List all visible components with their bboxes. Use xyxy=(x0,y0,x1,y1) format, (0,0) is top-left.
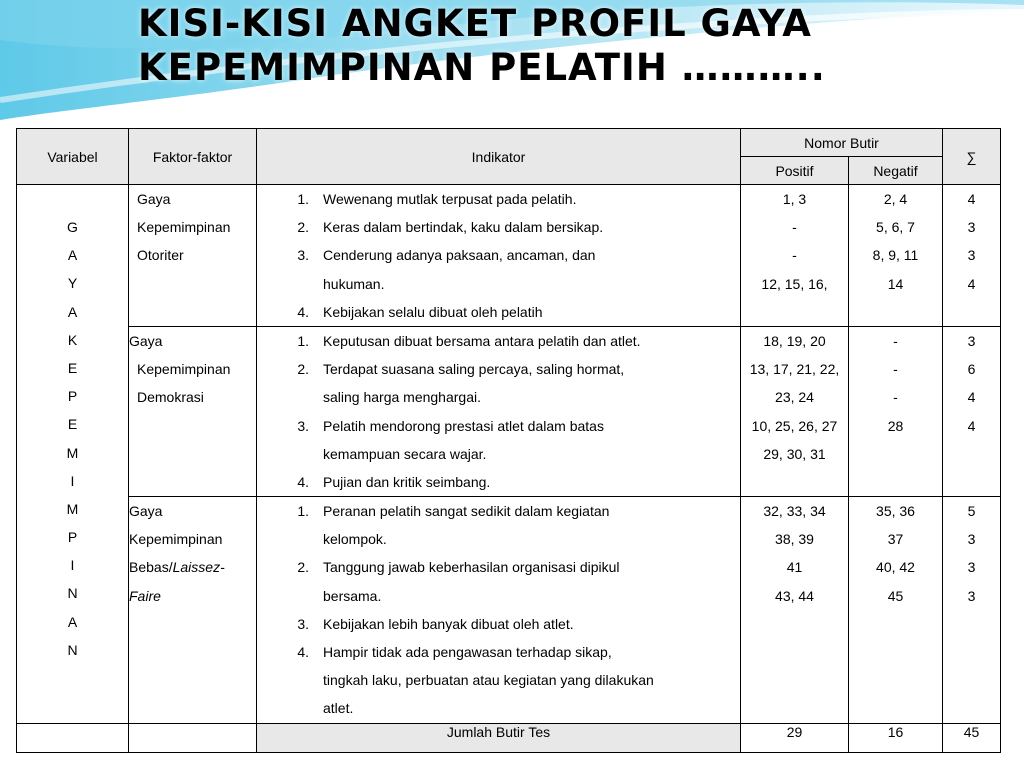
table-row xyxy=(17,326,1001,496)
indicator-line: Pujian dan kritik seimbang. xyxy=(323,473,491,490)
total-row xyxy=(17,723,1001,752)
indicator-number: 3. xyxy=(297,417,309,434)
indicator-text xyxy=(323,468,740,496)
indicator-item xyxy=(257,553,740,609)
total-label: Jumlah Butir Tes xyxy=(257,723,741,752)
sum-cell xyxy=(943,497,1001,724)
sum-value: 4 xyxy=(967,417,976,434)
positif-cell xyxy=(741,326,849,496)
header-positif: Positif xyxy=(741,157,849,185)
indicator-line: atlet. xyxy=(323,700,354,717)
indicator-cell xyxy=(257,326,741,496)
indicator-line: kemampuan secara wajar. xyxy=(323,445,487,462)
indicator-item xyxy=(257,468,740,496)
indicator-number: 4. xyxy=(297,644,309,660)
indicator-item xyxy=(257,241,740,297)
header-faktor: Faktor-faktor xyxy=(129,129,257,185)
indicator-item xyxy=(257,327,740,355)
indicator-number: 2. xyxy=(297,219,309,236)
indicator-text xyxy=(323,241,740,297)
indicator-number: 3. xyxy=(297,615,309,632)
indicator-line: Terdapat suasana saling percaya, saling hormat, xyxy=(323,361,625,378)
variable-letter: N xyxy=(67,585,78,602)
total-sum: 45 xyxy=(943,723,1001,752)
positif-value: - xyxy=(792,219,797,236)
indicator-line: hukuman. xyxy=(323,275,385,292)
indicator-line: bersama. xyxy=(323,587,382,604)
variable-letter: M xyxy=(66,500,79,517)
title-line-1: KISI-KISI ANGKET PROFIL GAYA xyxy=(138,2,812,45)
positif-cell xyxy=(741,185,849,327)
sum-value: 6 xyxy=(967,361,976,378)
factor-line: Kepemimpinan xyxy=(137,361,231,378)
indicator-item xyxy=(257,213,740,241)
negatif-cell xyxy=(849,185,943,327)
indicator-item xyxy=(257,638,740,723)
indicator-line: Peranan pelatih sangat sedikit dalam kegiatan xyxy=(323,503,610,520)
variable-letter: M xyxy=(66,444,79,461)
positif-value: 13, 17, 21, 22, xyxy=(749,361,840,378)
indicator-line: Keras dalam bertindak, kaku dalam bersikap. xyxy=(323,219,604,236)
header-negatif: Negatif xyxy=(849,157,943,185)
indicator-number: 1. xyxy=(297,503,309,520)
negatif-value: - xyxy=(893,332,898,349)
positif-value: 1, 3 xyxy=(782,191,807,207)
negatif-value: 40, 42 xyxy=(876,559,915,576)
slide-title xyxy=(138,2,998,90)
negatif-value: 14 xyxy=(887,275,904,292)
indicator-line: tingkah laku, perbuatan atau kegiatan yang dilakukan xyxy=(323,672,654,689)
variable-letter: A xyxy=(67,303,78,320)
sum-cell xyxy=(943,326,1001,496)
factor-cell xyxy=(129,326,257,496)
variable-letter: N xyxy=(67,641,78,658)
negatif-value: 35, 36 xyxy=(876,503,915,520)
indicator-number: 2. xyxy=(297,559,309,576)
positif-value: 10, 25, 26, 27 xyxy=(751,417,838,434)
negatif-value: 8, 9, 11 xyxy=(872,247,919,264)
factor-line: Otoriter xyxy=(137,247,184,264)
positif-value: 32, 33, 34 xyxy=(763,503,826,520)
positif-value: 41 xyxy=(786,559,803,576)
sum-value: 4 xyxy=(967,389,976,406)
indicator-line: Hampir tidak ada pengawasan terhadap sikap, xyxy=(323,644,612,660)
positif-value: 43, 44 xyxy=(775,587,814,604)
indicator-number: 1. xyxy=(297,191,309,207)
indicator-text xyxy=(323,553,740,609)
sum-value: 4 xyxy=(967,275,976,292)
negatif-value: 37 xyxy=(887,531,904,548)
variable-letter: Y xyxy=(67,275,78,292)
positif-value: 12, 15, 16, xyxy=(761,275,828,292)
indicator-number: 4. xyxy=(297,473,309,490)
sum-value: 3 xyxy=(967,559,976,576)
variable-letter: P xyxy=(67,388,78,405)
variable-letter: A xyxy=(67,247,78,264)
indicator-text xyxy=(323,213,740,241)
sum-value: 3 xyxy=(967,531,976,548)
factor-line: Faire xyxy=(129,587,161,604)
factor-line: Kepemimpinan xyxy=(137,219,231,236)
indicator-item xyxy=(257,610,740,638)
header-variabel: Variabel xyxy=(17,129,129,185)
negatif-value: - xyxy=(893,389,898,406)
indicator-item xyxy=(257,185,740,213)
indicator-cell xyxy=(257,185,741,327)
indicator-line: Kebijakan selalu dibuat oleh pelatih xyxy=(323,303,543,320)
sum-value: 3 xyxy=(967,247,976,264)
factor-line: Kepemimpinan xyxy=(129,531,223,548)
factor-line: Gaya xyxy=(129,332,163,349)
sum-cell xyxy=(943,185,1001,327)
sum-value: 5 xyxy=(967,503,976,520)
indicator-text xyxy=(323,185,740,213)
indicator-line: Tanggung jawab keberhasilan organisasi dipikul xyxy=(323,559,620,576)
total-empty-cell xyxy=(17,723,129,752)
indicator-number: 1. xyxy=(297,332,309,349)
factor-line: Gaya xyxy=(137,191,171,207)
sum-value: 3 xyxy=(967,332,976,349)
negatif-value: 5, 6, 7 xyxy=(876,219,915,236)
header-sum: ∑ xyxy=(943,129,1001,185)
indicator-number: 4. xyxy=(297,303,309,320)
indicator-number: 2. xyxy=(297,361,309,378)
indicator-text xyxy=(323,298,740,326)
table-row xyxy=(17,497,1001,724)
negatif-cell xyxy=(849,497,943,724)
positif-value: 18, 19, 20 xyxy=(763,332,826,349)
factor-line: Bebas/ xyxy=(129,559,173,576)
negatif-value: 45 xyxy=(887,587,904,604)
variable-letter: A xyxy=(67,613,78,630)
indicator-line: Keputusan dibuat bersama antara pelatih dan atlet. xyxy=(323,332,641,349)
indicator-line: Pelatih mendorong prestasi atlet dalam batas xyxy=(323,417,604,434)
indicator-line: Kebijakan lebih banyak dibuat oleh atlet. xyxy=(323,615,574,632)
indicator-line: Cenderung adanya paksaan, ancaman, dan xyxy=(323,247,596,264)
variable-cell xyxy=(17,185,129,724)
header-indikator: Indikator xyxy=(257,129,741,185)
variable-letter: G xyxy=(67,219,78,235)
indicator-text xyxy=(323,638,740,723)
factor-line: Demokrasi xyxy=(137,389,204,406)
table-row xyxy=(17,185,1001,327)
variable-letter: E xyxy=(67,416,78,433)
indicator-text xyxy=(323,497,740,553)
indicator-line: kelompok. xyxy=(323,531,387,548)
indicator-item xyxy=(257,298,740,326)
variable-letter: I xyxy=(70,557,75,574)
negatif-cell xyxy=(849,326,943,496)
sum-value: 4 xyxy=(967,191,976,207)
total-positif: 29 xyxy=(741,723,849,752)
factor-line: Gaya xyxy=(129,503,163,520)
indicator-number: 3. xyxy=(297,247,309,264)
kisi-kisi-table xyxy=(16,128,1001,753)
positif-value: 29, 30, 31 xyxy=(763,445,826,462)
negatif-value: 28 xyxy=(887,417,904,434)
indicator-cell xyxy=(257,497,741,724)
variable-letter: P xyxy=(67,529,78,546)
negatif-value: - xyxy=(893,361,898,378)
indicator-item xyxy=(257,412,740,468)
variable-letter: I xyxy=(70,472,75,489)
total-negatif: 16 xyxy=(849,723,943,752)
sum-value: 3 xyxy=(967,587,976,604)
indicator-text xyxy=(323,327,740,355)
indicator-text xyxy=(323,610,740,638)
positif-value: - xyxy=(792,247,797,264)
indicator-text xyxy=(323,412,740,468)
indicator-item xyxy=(257,497,740,553)
indicator-line: Wewenang mutlak terpusat pada pelatih. xyxy=(323,191,577,207)
positif-value: 23, 24 xyxy=(775,389,814,406)
indicator-item xyxy=(257,355,740,411)
factor-cell xyxy=(129,185,257,327)
sum-value: 3 xyxy=(967,219,976,236)
total-empty-cell xyxy=(129,723,257,752)
variable-letter: K xyxy=(67,331,78,348)
positif-cell xyxy=(741,497,849,724)
header-nomor-butir: Nomor Butir xyxy=(741,129,943,157)
factor-line: Laissez- xyxy=(172,559,225,576)
indicator-text xyxy=(323,355,740,411)
negatif-value: 2, 4 xyxy=(883,191,908,207)
indicator-line: saling harga menghargai. xyxy=(323,389,481,406)
title-line-2: KEPEMIMPINAN PELATIH ……….. xyxy=(138,46,826,89)
variable-letter: E xyxy=(67,359,78,376)
positif-value: 38, 39 xyxy=(775,531,814,548)
factor-cell xyxy=(129,497,257,724)
